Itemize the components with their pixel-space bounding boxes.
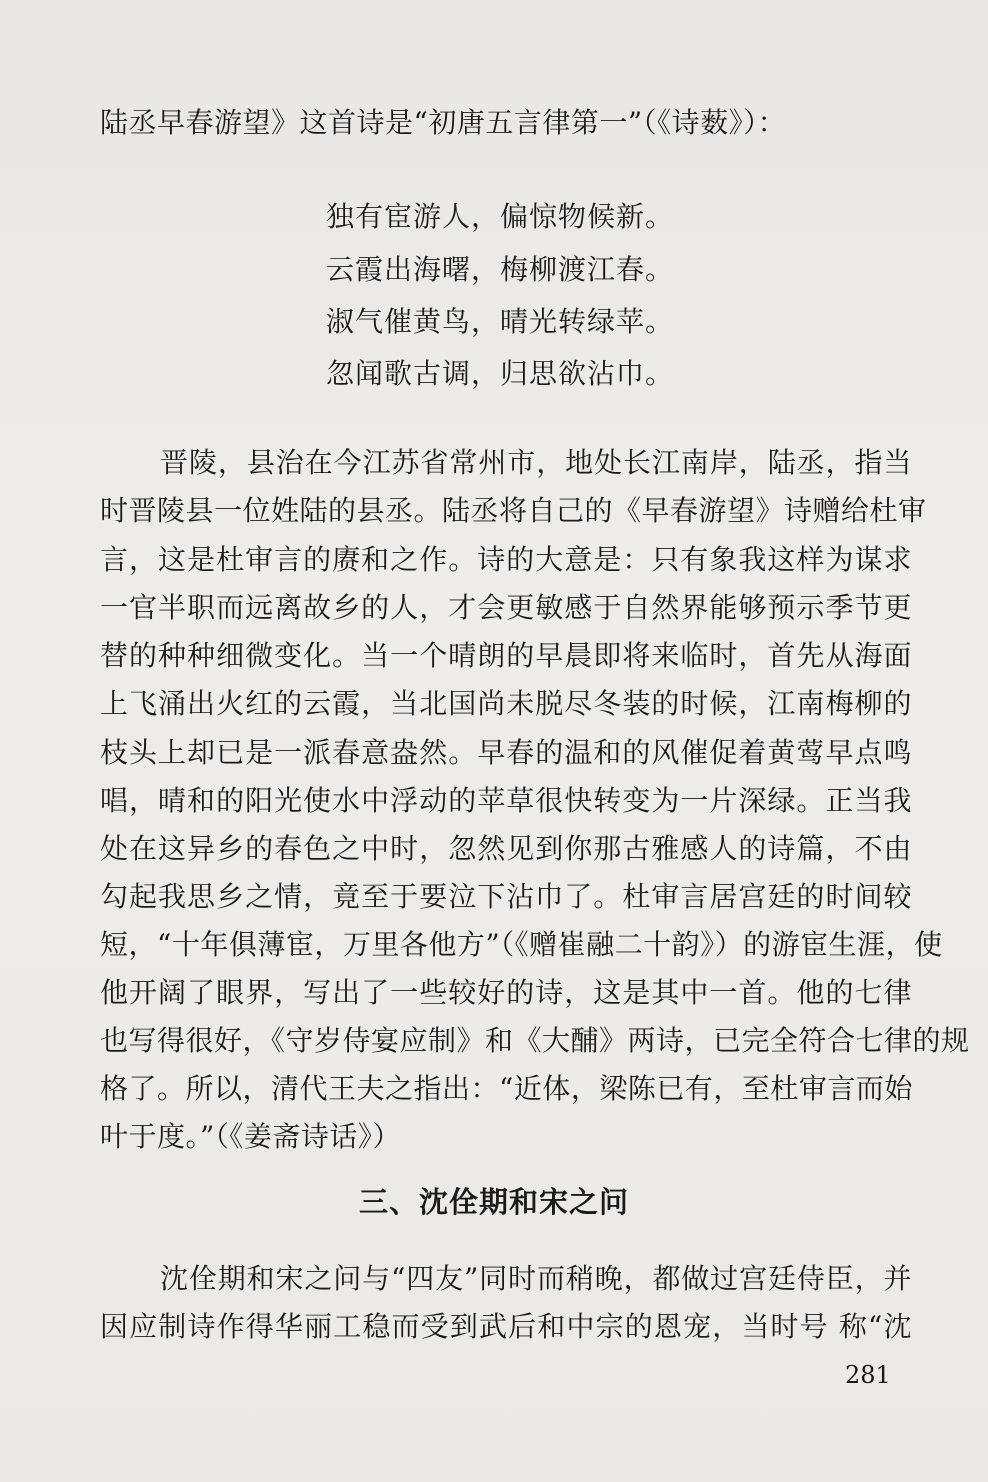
paragraph-line: 言，这是杜审言的赓和之作。诗的大意是：只有象我这样为谋求 <box>100 543 912 576</box>
paragraph-line: 勾起我思乡之情，竟至于要泣下沾巾了。杜审言居宫廷的时间较 <box>100 880 912 913</box>
paragraph-line: 沈佺期和宋之问与“四友”同时而稍晚，都做过宫廷侍臣，并 <box>160 1262 912 1295</box>
poem-line-1: 独有宦游人，偏惊物候新。 <box>326 200 675 233</box>
intro-line: 陆丞早春游望》这首诗是“初唐五言律第一”（《诗薮》）： <box>100 106 787 139</box>
poem-line-2: 云霞出海曙，梅柳渡江春。 <box>326 253 675 286</box>
paragraph-line: 也写得很好，《守岁侍宴应制》和《大酺》两诗，已完全符合七律的规 <box>100 1024 970 1057</box>
paragraph-line: 格了。所以，清代王夫之指出：“近体，梁陈已有，至杜审言而始 <box>100 1072 913 1105</box>
section-heading: 三、沈佺期和宋之问 <box>358 1185 629 1219</box>
paragraph-line: 短，“十年俱薄宦，万里各他方”（《赠崔融二十韵》）的游宦生涯，使 <box>100 928 943 961</box>
paragraph-line: 叶于度。”（《姜斋诗话》） <box>100 1120 401 1153</box>
paragraph-line: 处在这异乡的春色之中时，忽然见到你那古雅感人的诗篇，不由 <box>100 832 912 865</box>
paragraph-line: 晋陵，县治在今江苏省常州市，地处长江南岸，陆丞，指当 <box>160 446 912 479</box>
page-number: 281 <box>845 1361 891 1389</box>
paragraph-line: 替的种种细微变化。当一个晴朗的早晨即将来临时，首先从海面 <box>100 639 912 672</box>
poem-line-3: 淑气催黄鸟，晴光转绿苹。 <box>326 305 675 338</box>
poem-line-4: 忽闻歌古调，归思欲沾巾。 <box>326 357 675 390</box>
paragraph-line: 上飞涌出火红的云霞，当北国尚未脱尽冬装的时候，江南梅柳的 <box>100 687 912 720</box>
paragraph-line: 唱，晴和的阳光使水中浮动的苹草很快转变为一片深绿。正当我 <box>100 784 912 817</box>
paragraph-line: 枝头上却已是一派春意盎然。早春的温和的风催促着黄莺早点鸣 <box>100 736 912 769</box>
paragraph-line: 他开阔了眼界，写出了一些较好的诗，这是其中一首。他的七律 <box>100 976 912 1009</box>
paragraph-line: 一官半职而远离故乡的人，才会更敏感于自然界能够预示季节更 <box>100 591 912 624</box>
paragraph-line: 时晋陵县一位姓陆的县丞。陆丞将自己的《早春游望》诗赠给杜审 <box>100 494 927 527</box>
paragraph-line: 因应制诗作得华丽工稳而受到武后和中宗的恩宠，当时号 称“沈 <box>100 1310 912 1343</box>
